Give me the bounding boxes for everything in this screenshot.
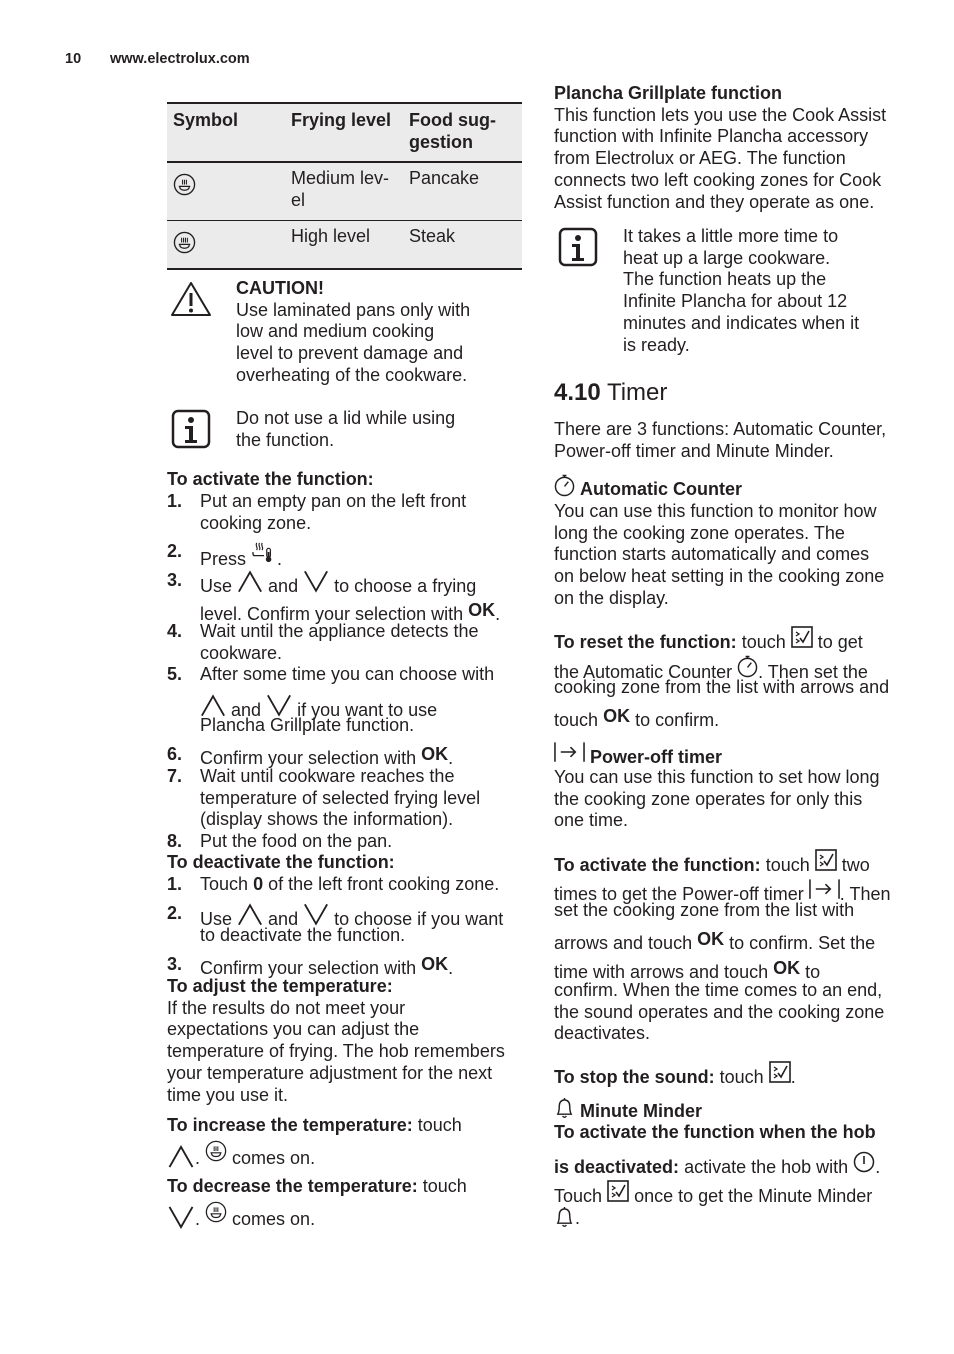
timer-button-icon <box>815 849 837 871</box>
note-line: Do not use a lid while using <box>236 408 456 428</box>
list-item: 5. After some time you can choose with <box>167 664 495 684</box>
poweroff-act-line2: times to get the Power-off timer . Then <box>554 878 914 906</box>
table-header-row <box>167 103 522 162</box>
caution-block <box>236 278 516 387</box>
note-lid <box>236 408 516 451</box>
reset-line2: the Automatic Counter . Then set the <box>554 655 914 684</box>
up-arrow-icon <box>167 1145 195 1168</box>
activate-heading: To activate the function: <box>167 469 374 489</box>
info-icon <box>558 227 598 267</box>
food-cell: Pancake <box>403 162 522 220</box>
caution-line: low and medium cooking <box>236 321 435 342</box>
warning-triangle-icon <box>170 281 212 317</box>
list-item-continuation: Plancha Grillplate function. <box>200 715 415 735</box>
list-item-continuation: level. Confirm your selection with OK. <box>200 600 501 624</box>
col-header-frying-level: Frying level <box>285 103 403 162</box>
bell-icon <box>554 1096 575 1119</box>
caution-title: CAUTION! <box>236 278 324 298</box>
list-item: 7. Wait until cookware reaches the temperature of selected frying level (display shows the information). <box>167 766 481 830</box>
stopwatch-icon <box>554 474 575 497</box>
high-frying-icon <box>167 220 285 268</box>
list-item: 1. Put an empty pan on the left front cooking zone. <box>167 491 467 533</box>
adjust-block: To adjust the temperature: If the results do not meet your expectations you can adjust the temperature of frying. The hob remembers your temperature adjustment for the next time you use it. <box>167 976 527 1106</box>
caution-line: level to prevent damage and <box>236 343 464 364</box>
ok-icon: OK <box>421 954 449 974</box>
ok-icon: OK <box>697 929 725 949</box>
temperature-icon <box>205 1201 227 1223</box>
reset-line3: cooking zone from the list with arrows and <box>554 677 890 697</box>
list-item: 3. Use and to choose a frying <box>167 570 477 596</box>
reset-line1: To reset the function: touch to get <box>554 626 914 654</box>
ok-icon: OK <box>468 600 496 620</box>
stop-sound-line: To stop the sound: touch . <box>554 1061 914 1089</box>
col-header-symbol: Symbol <box>167 103 285 162</box>
adjust-heading: To adjust the temperature: <box>167 976 393 996</box>
page-header <box>65 50 250 68</box>
poweroff-act-line1: To activate the function: touch two <box>554 849 914 877</box>
power-off-timer-icon <box>809 878 840 900</box>
list-item: 4. Wait until the appliance detects the cookware. <box>167 621 479 663</box>
list-item: 6. Confirm your selection with OK. <box>167 744 454 768</box>
info-icon <box>171 409 211 449</box>
plancha-note: It takes a little more time to heat up a large cookware. The function heats up the Infinite Plancha for about 12 minutes and indicates when it is ready. <box>623 226 860 355</box>
list-item-continuation: to deactivate the function. <box>200 925 406 945</box>
minute-minder-line4: . <box>554 1205 914 1230</box>
down-arrow-icon <box>303 903 329 926</box>
down-arrow-icon <box>167 1206 195 1229</box>
increase-block: To increase the temperature: touch <box>167 1115 462 1135</box>
caution-line: overheating of the cookware. <box>236 364 468 385</box>
note-line: the function. <box>236 429 335 450</box>
list-item: 8. Put the food on the pan. <box>167 831 393 851</box>
bell-icon <box>554 1205 575 1228</box>
section-title: 4.10 Timer <box>554 379 668 406</box>
power-off-heading: Power-off timer <box>554 741 914 769</box>
increase-block-line2: . comes on. <box>167 1140 527 1170</box>
deactivate-heading: To deactivate the function: <box>167 852 395 872</box>
poweroff-act-line3: set the cooking zone from the list with <box>554 900 855 920</box>
list-item: 2. Use and to choose if you want <box>167 903 504 929</box>
timer-button-icon <box>769 1061 791 1083</box>
frying-press-icon <box>251 541 277 563</box>
list-item: 3. Confirm your selection with OK. <box>167 954 454 978</box>
medium-frying-icon <box>167 162 285 220</box>
down-arrow-icon <box>266 694 292 717</box>
decrease-block-line2: . comes on. <box>167 1201 527 1231</box>
page-number: 10 <box>65 51 82 67</box>
caution-line: Use laminated pans only with <box>236 299 471 320</box>
table-row <box>167 220 522 268</box>
table-row <box>167 162 522 220</box>
temperature-icon <box>205 1140 227 1162</box>
food-cell: Steak <box>403 220 522 268</box>
decrease-block: To decrease the temperature: touch <box>167 1176 467 1196</box>
frying-level-cell: Medium lev- el <box>285 162 403 220</box>
poweroff-act-line5: time with arrows and touch OK to <box>554 958 821 982</box>
ok-icon: OK <box>421 744 449 764</box>
auto-counter-text: You can use this function to monitor how long the cooking zone operates. The function starts automatically and comes on below heat setting in the cooking zone on the display. <box>554 501 885 608</box>
col-header-food: Food sug- gestion <box>403 103 522 162</box>
up-arrow-icon <box>237 570 263 593</box>
minute-minder-line3: Touch once to get the Minute Minder <box>554 1180 914 1208</box>
power-off-timer-icon <box>554 741 585 763</box>
power-icon <box>853 1151 875 1173</box>
list-item-continuation: and if you want to use <box>200 694 530 722</box>
frying-level-cell: High level <box>285 220 403 268</box>
power-off-text: You can use this function to set how long the cooking zone operates for only this one time. <box>554 767 880 831</box>
site-url: www.electrolux.com <box>110 51 250 67</box>
timer-button-icon <box>607 1180 629 1202</box>
reset-line4: touch OK to confirm. <box>554 706 720 730</box>
plancha-heading: Plancha Grillplate function <box>554 83 783 103</box>
down-arrow-icon <box>303 570 329 593</box>
ok-icon: OK <box>603 706 631 726</box>
poweroff-act-line4: arrows and touch OK to confirm. Set the <box>554 929 876 953</box>
auto-counter-heading: Automatic Counter <box>554 474 914 501</box>
poweroff-act-rest: confirm. When the time comes to an end, the sound operates and the cooking zone deactivates. <box>554 980 885 1044</box>
ok-icon: OK <box>773 958 801 978</box>
minute-minder-heading: Minute Minder <box>554 1096 914 1123</box>
up-arrow-icon <box>200 694 226 717</box>
stopwatch-icon <box>737 655 758 678</box>
minute-minder-line2: is deactivated: activate the hob with . <box>554 1151 914 1179</box>
plancha-block: Plancha Grillplate function This function lets you use the Cook Assist function with Infinite Plancha accessory from Electrolux or AEG. The function connects two left cooking zones for Cook Assist function and they operate as one. <box>554 83 914 213</box>
minute-minder-bold1: To activate the function when the hob <box>554 1122 876 1142</box>
timer-button-icon <box>791 626 813 648</box>
up-arrow-icon <box>237 903 263 926</box>
list-item: 2. Press . <box>167 541 283 569</box>
timer-intro: There are 3 functions: Automatic Counter, Power-off timer and Minute Minder. <box>554 419 887 461</box>
list-item: 1. Touch 0 of the left front cooking zone. <box>167 874 500 894</box>
frying-level-table <box>167 102 522 270</box>
